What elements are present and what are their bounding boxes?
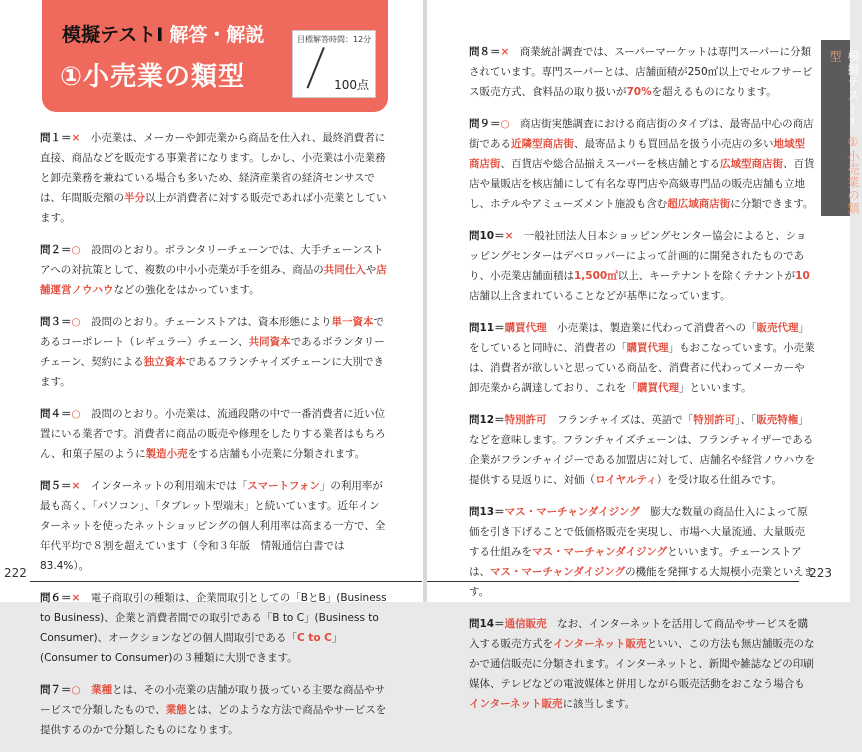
question-number: 問12＝ bbox=[469, 414, 505, 426]
question-number: 問６＝ bbox=[40, 592, 72, 604]
side-tab-sub: ①小売業の類型 bbox=[828, 50, 860, 215]
question-number: 問11＝ bbox=[469, 322, 505, 334]
explanation-text bbox=[81, 684, 92, 696]
explanation-text: ）を受け取る仕組みです。 bbox=[656, 474, 782, 486]
explanation-text: 設問のとおり。チェーンストアは、資本形態により bbox=[80, 316, 332, 328]
keyword: 近隣型商店街 bbox=[511, 138, 574, 150]
keyword: マス・マーチャンダイジング bbox=[532, 546, 668, 558]
question-number: 問１＝ bbox=[40, 132, 72, 144]
keyword: 10 bbox=[795, 270, 810, 282]
incorrect-mark: × bbox=[71, 592, 81, 604]
answer-item bbox=[469, 114, 815, 214]
explanation-text: 、最寄品よりも買回品を扱う小売店の多い bbox=[574, 138, 774, 150]
answer-item bbox=[40, 680, 388, 740]
answer-item bbox=[469, 614, 815, 714]
section-side-tab bbox=[821, 40, 860, 216]
explanation-text: や bbox=[365, 264, 377, 276]
keyword: インターネット販売 bbox=[553, 638, 647, 650]
keyword: 製造小売 bbox=[145, 448, 188, 460]
keyword: 独立資本 bbox=[143, 356, 186, 368]
keyword: 店舗運営ノウハウ bbox=[40, 264, 387, 296]
question-number: 問10＝ bbox=[469, 230, 505, 242]
explanation-text: 、百貨店や量販店を核店舗にして有名な専門店や高級専門品の販売店舗も立地し、ホテルやアミューズメント施設も含む bbox=[469, 158, 815, 210]
question-number: 問14＝ bbox=[469, 618, 505, 630]
answer-item bbox=[469, 318, 815, 398]
question-number: 問４＝ bbox=[40, 408, 72, 420]
keyword: 業種 bbox=[91, 684, 113, 696]
explanation-text: とは、どのような方法で商品やサービスを提供するのかで分類したものになります。 bbox=[40, 704, 387, 736]
keyword: 販売特権 bbox=[756, 414, 799, 426]
explanation-text: 」などを意味します。フランチャイズチェーンは、フランチャイザーである企業がフランチャイジーである加盟店に対して、店舗名や経営ノウハウを提供する見返りに、対価（ bbox=[469, 414, 815, 486]
keyword: 購買代理 bbox=[637, 382, 679, 394]
explanation-text: をする店舗も小売業に分類されます。 bbox=[187, 448, 366, 460]
keyword: 超広域商店街 bbox=[667, 198, 731, 210]
answer-item bbox=[40, 312, 388, 392]
page-number-left: 222 bbox=[4, 566, 27, 580]
explanation-text: 小売業は、製造業に代わって消費者への「 bbox=[546, 322, 757, 334]
keyword: 半分 bbox=[124, 192, 145, 204]
score-box bbox=[292, 30, 376, 98]
explanation-text: を超えるものになります。 bbox=[651, 86, 777, 98]
explanation-text: 」(Consumer to Consumer)の３種類に大別できます。 bbox=[40, 632, 343, 664]
answer-item bbox=[40, 404, 388, 464]
answer-list-left bbox=[40, 128, 388, 752]
answer-item bbox=[40, 476, 388, 576]
score-slash bbox=[307, 47, 325, 89]
keyword: 特別許可 bbox=[504, 414, 547, 426]
keyword: 共同仕入 bbox=[323, 264, 366, 276]
explanation-text: 」といいます。 bbox=[679, 382, 752, 394]
explanation-text: であるフランチャイズチェーンに大別できます。 bbox=[40, 356, 384, 388]
explanation-text: 」をしていると同時に、消費者の「 bbox=[469, 322, 810, 354]
explanation-text: 、百貨店や総合品揃えスーパーを核店舗とする bbox=[500, 158, 720, 170]
keyword: マス・マーチャンダイジング bbox=[490, 566, 626, 578]
left-page bbox=[0, 0, 423, 736]
incorrect-mark: × bbox=[500, 46, 510, 58]
explanation-text: 膨大な数量の商品仕入によって原価を引き下げることで低価格販売を実現し、市場へ大量流通、大量販売する仕組みを bbox=[469, 506, 808, 558]
keyword: 業態 bbox=[165, 704, 187, 716]
answer-item bbox=[469, 226, 815, 306]
question-number: 問２＝ bbox=[40, 244, 72, 256]
right-page bbox=[427, 0, 860, 710]
question-number: 問５＝ bbox=[40, 480, 72, 492]
page-number-right: 223 bbox=[809, 566, 832, 580]
answer-list-right bbox=[469, 42, 815, 726]
chapter-title: ①小売業の類型 bbox=[60, 62, 246, 92]
side-tab-text bbox=[826, 50, 862, 216]
keyword: 単一資本 bbox=[331, 316, 374, 328]
explanation-text: インターネットの利用端末では「 bbox=[80, 480, 248, 492]
keyword: 販売代理 bbox=[756, 322, 799, 334]
keyword: スマートフォン bbox=[247, 480, 320, 492]
explanation-text: などの強化をはかっています。 bbox=[113, 284, 260, 296]
explanation-text: に分類できます。 bbox=[730, 198, 814, 210]
answer-item bbox=[40, 128, 388, 228]
keyword: C to C bbox=[296, 632, 332, 644]
keyword: 1,500㎡ bbox=[574, 270, 618, 282]
page-title bbox=[62, 20, 264, 47]
explanation-text: フランチャイズは、英語で「 bbox=[546, 414, 694, 426]
question-number: 問７＝ bbox=[40, 684, 72, 696]
question-number: 問８＝ bbox=[469, 46, 501, 58]
incorrect-mark: × bbox=[71, 480, 81, 492]
explanation-text: 店舗以上含まれていることなどが基準になっています。 bbox=[469, 290, 731, 302]
keyword: 購買代理 bbox=[504, 322, 547, 334]
keyword: 70% bbox=[626, 86, 652, 98]
explanation-text: 設問のとおり。ボランタリーチェーンでは、大手チェーンストアへの対抗策として、複数の中小小売業が手を組み、商品の bbox=[40, 244, 384, 276]
keyword: 特別許可 bbox=[693, 414, 736, 426]
title-test-name: 模擬テストⅠ bbox=[62, 24, 164, 46]
answer-item bbox=[469, 502, 815, 602]
explanation-text: といいます。チェーンストアは、 bbox=[469, 546, 802, 578]
explanation-text: 以上、キーテナントを除くテナントが bbox=[617, 270, 796, 282]
explanation-text: 一般社団法人日本ショッピングセンター協会によると、ショッピングセンターはデベロッパーによって計画的に開発されたものであり、小売業店舗面積は bbox=[469, 230, 807, 282]
title-section: 解答・解説 bbox=[169, 24, 265, 46]
correct-mark: ○ bbox=[71, 684, 81, 696]
explanation-text: なお、インターネットを活用して商品やサービスを購入する販売方式を bbox=[469, 618, 809, 650]
question-number: 問13＝ bbox=[469, 506, 505, 518]
explanation-text: とは、その小売業の店舗が取り扱っている主要な商品やサービスで分類したもので、 bbox=[40, 684, 386, 716]
explanation-text: 」の利用率が最も高く、「パソコン」、「タブレット型端末」と続いています。近年インターネットを使ったネットショッピングの個人利用率は高まる一方で、全年代平均で８割を超えています（令和３年版 情報通信白書では83.4%）。 bbox=[40, 480, 386, 572]
keyword: ロイヤルティ bbox=[595, 474, 657, 486]
title-block bbox=[42, 0, 388, 112]
explanation-text: に該当します。 bbox=[562, 698, 636, 710]
explanation-text: 以上が消費者に対する販売であれば小売業としています。 bbox=[40, 192, 387, 224]
keyword: 購買代理 bbox=[626, 342, 669, 354]
explanation-text: 商店街実態調査における商店街のタイプは、最寄品中心の商店街である bbox=[469, 118, 814, 150]
keyword: 通信販売 bbox=[504, 618, 547, 630]
correct-mark: ○ bbox=[71, 244, 81, 256]
keyword: 地域型商店街 bbox=[469, 138, 805, 170]
answer-item bbox=[40, 588, 388, 668]
keyword: 共同資本 bbox=[248, 336, 291, 348]
explanation-text: 電子商取引の種類は、企業間取引としての「BとB」(Business to Business)、企業と消費者間での取引である「B to C」(Business to Consumer)、オークションなどの個人間取引である「 bbox=[40, 592, 387, 644]
question-number: 問９＝ bbox=[469, 118, 501, 130]
answer-item bbox=[40, 240, 388, 300]
correct-mark: ○ bbox=[71, 316, 81, 328]
side-tab-main: 模擬テストⅠ bbox=[846, 50, 860, 130]
page-rule-right bbox=[427, 581, 799, 582]
page-rule-left bbox=[30, 581, 422, 582]
target-time-label: 目標解答時間：12分 bbox=[297, 35, 372, 44]
explanation-text: 」もおこなっています。小売業は、消費者が欲しいと思っている商品を、消費者に代わってメーカーや卸売業から調達しており、これを「 bbox=[469, 342, 815, 394]
incorrect-mark: × bbox=[504, 230, 514, 242]
total-points: 100点 bbox=[334, 78, 369, 92]
keyword: インターネット販売 bbox=[469, 698, 563, 710]
explanation-text: 設問のとおり。小売業は、流通段階の中で一番消費者に近い位置にいる業者です。消費者に商品の販売や修理をしたりする業者はもちろん、和菓子屋のように bbox=[40, 408, 386, 460]
explanation-text: であるコーポレート（レギュラー）チェーン、 bbox=[40, 316, 385, 348]
keyword: マス・マーチャンダイジング bbox=[504, 506, 640, 518]
correct-mark: ○ bbox=[71, 408, 81, 420]
explanation-text: 商業統計調査では、スーパーマーケットは専門スーパーに分類されています。専門スーパーとは、店舗面積が250㎡以上でセルフサービス販売方式、食料品の取り扱いが bbox=[469, 46, 813, 98]
keyword: 広域型商店街 bbox=[719, 158, 783, 170]
explanation-text: 」、「 bbox=[735, 414, 757, 426]
explanation-text: であるボランタリーチェーン、契約による bbox=[40, 336, 385, 368]
question-number: 問３＝ bbox=[40, 316, 72, 328]
incorrect-mark: × bbox=[71, 132, 81, 144]
answer-item bbox=[469, 42, 815, 102]
correct-mark: ○ bbox=[500, 118, 510, 130]
explanation-text: といい、この方法も無店舗販売のなかで通信販売に分類されます。インターネットと、新聞や雑誌などの印刷媒体、テレビなどの電波媒体と併用しながら販売活動をおこなう場合も bbox=[469, 638, 815, 690]
answer-item bbox=[469, 410, 815, 490]
explanation-text: の機能を発揮する大規模小売業といえます。 bbox=[469, 566, 815, 598]
explanation-text: 小売業は、メーカーや卸売業から商品を仕入れ、最終消費者に直接、商品などを販売する事業者になります。しかし、小売業は小売業務と卸売業務を兼ねている場合も多いため、経済産業省の経済センサスでは、年間販売額の bbox=[40, 132, 386, 204]
